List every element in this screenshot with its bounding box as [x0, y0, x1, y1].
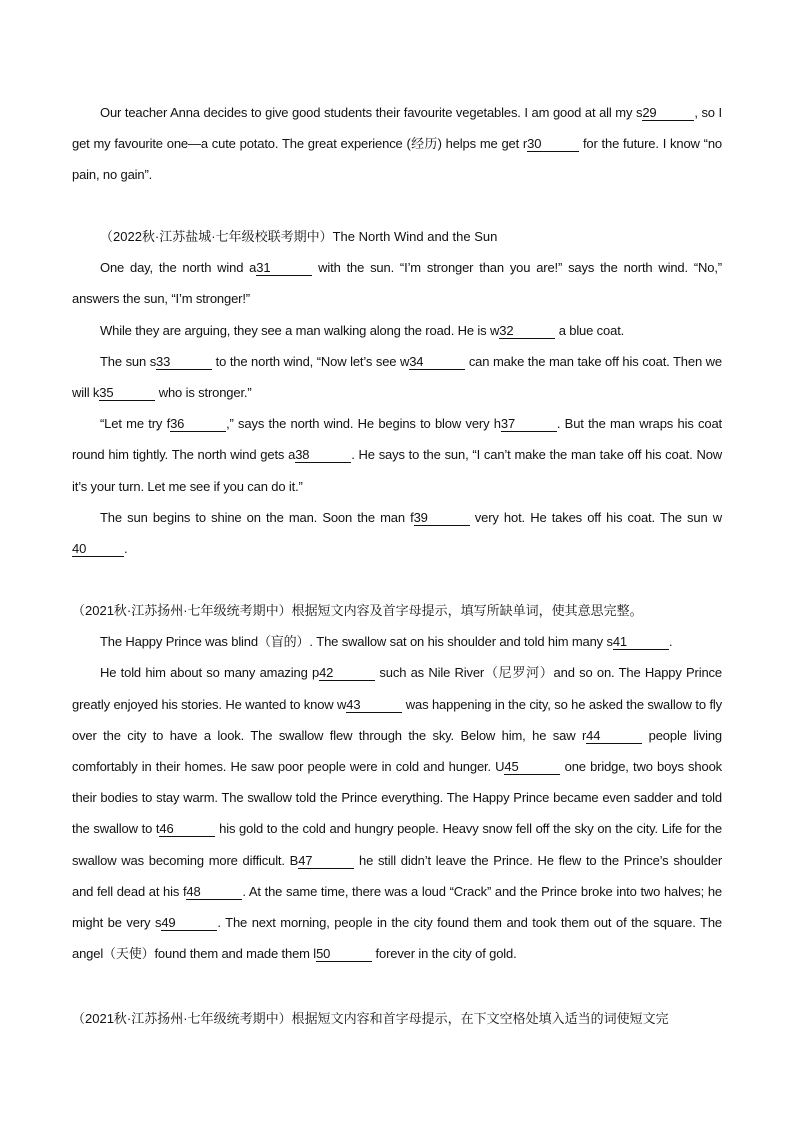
- blank-49[interactable]: 49: [161, 915, 217, 931]
- text: very hot. He takes off his coat. The sun w: [469, 509, 722, 525]
- passage-north-wind: [72, 221, 722, 564]
- paragraph: [72, 626, 722, 657]
- blank-29[interactable]: 29: [642, 105, 694, 121]
- paragraph: [72, 346, 722, 408]
- paragraph: [72, 408, 722, 502]
- text: a blue coat.: [555, 322, 625, 338]
- text: his gold to the cold and hungry people. Heavy snow fell off the sky on the city. Life for the swallow was becoming more difficult. B: [72, 821, 722, 868]
- blank-44[interactable]: 44: [586, 728, 642, 744]
- text: .: [668, 634, 673, 650]
- text: . He says to the sun, “I can’t make the man take off his coat. Now it’s your turn. Let me see if you can do it.”: [72, 447, 723, 494]
- text: One day, the north wind a: [100, 260, 257, 276]
- blank-43[interactable]: 43: [346, 697, 402, 713]
- text: one bridge, two boys shook their bodies to stay warm. The swallow told the Prince everything. The Happy Prince became even sadder and told the swallow to t: [72, 759, 722, 837]
- text: .: [124, 541, 128, 557]
- text: The Happy Prince was blind（盲的）. The swallow sat on his shoulder and told him many s: [100, 634, 613, 650]
- blank-47[interactable]: 47: [298, 853, 354, 869]
- blank-38[interactable]: 38: [295, 447, 351, 463]
- paragraph: [72, 252, 722, 314]
- text: can make the man take off his coat. Then we will k: [72, 353, 722, 401]
- passage-happy-prince: [72, 595, 722, 969]
- text: . At the same time, there was a loud “Crack” and the Prince broke into two halves; he might be very s: [72, 883, 723, 931]
- text: Our teacher Anna decides to give good students their favourite vegetables. I am good at all my s: [100, 105, 643, 120]
- passage-heading: （2021秋·江苏扬州·七年级统考期中）根据短文内容和首字母提示，在下文空格处填入适当的词使短文完: [72, 1011, 669, 1026]
- text: He told him about so many amazing p: [100, 665, 320, 681]
- blank-46[interactable]: 46: [159, 821, 215, 837]
- text: While they are arguing, they see a man walking along the road. He is w: [100, 322, 500, 338]
- blank-39[interactable]: 39: [414, 510, 470, 526]
- blank-41[interactable]: 41: [613, 634, 669, 650]
- blank-35[interactable]: 35: [99, 385, 155, 401]
- blank-48[interactable]: 48: [186, 884, 242, 900]
- text: ,” says the north wind. He begins to blow very h: [226, 416, 501, 432]
- text: with the sun. “I’m stronger than you are!” says the north wind. “No,” answers the sun, “I’m stronger!”: [72, 260, 722, 307]
- passage-heading: （2021秋·江苏扬州·七年级统考期中）根据短文内容及首字母提示，填写所缺单词，使其意思完整。: [72, 603, 643, 618]
- text: he still didn’t leave the Prince. He flew to the Prince’s shoulder and fell dead at his f: [72, 852, 722, 899]
- text: “Let me try f: [100, 416, 171, 432]
- blank-30[interactable]: 30: [527, 136, 579, 152]
- passage-continued: [72, 97, 722, 191]
- text: who is stronger.”: [155, 385, 252, 401]
- blank-45[interactable]: 45: [504, 759, 560, 775]
- text: , so I get my favourite one—a cute potato. The great experience (经历) helps me get r: [72, 105, 722, 152]
- text: to the north wind, “Now let’s see w: [212, 353, 410, 369]
- text: such as Nile River（尼罗河）and so on. The Happy Prince greatly enjoyed his stories. He wanted to know w: [72, 665, 722, 712]
- blank-40[interactable]: 40: [72, 541, 124, 557]
- text: was happening in the city, so he asked the swallow to fly over the city to have a look. The swallow flew through the sky. Below him, he saw r: [72, 696, 722, 743]
- blank-42[interactable]: 42: [319, 665, 375, 681]
- text: The sun begins to shine on the man. Soon the man f: [100, 509, 414, 525]
- paragraph: [72, 657, 722, 969]
- text: The sun s: [100, 353, 157, 369]
- paragraph: [72, 315, 722, 346]
- blank-36[interactable]: 36: [170, 416, 226, 432]
- text: forever in the city of gold.: [372, 946, 517, 962]
- blank-33[interactable]: 33: [156, 354, 212, 370]
- passage-heading: （2022秋·江苏盐城·七年级校联考期中）The North Wind and the Sun: [100, 229, 498, 244]
- blank-32[interactable]: 32: [499, 323, 555, 339]
- paragraph: [72, 97, 722, 191]
- blank-31[interactable]: 31: [256, 260, 312, 276]
- blank-37[interactable]: 37: [501, 416, 557, 432]
- passage-next: [72, 1003, 722, 1034]
- text: . The next morning, people in the city found them and took them out of the square. The angel（天使）found them and made them l: [72, 915, 722, 962]
- blank-34[interactable]: 34: [409, 354, 465, 370]
- text: . But the man wraps his coat round him tightly. The north wind gets a: [72, 416, 722, 463]
- blank-50[interactable]: 50: [316, 946, 372, 962]
- text: for the future. I know “no pain, no gain”.: [72, 136, 722, 183]
- text: people living comfortably in their homes. He saw poor people were in cold and hunger. U: [72, 727, 722, 775]
- paragraph: [72, 502, 722, 564]
